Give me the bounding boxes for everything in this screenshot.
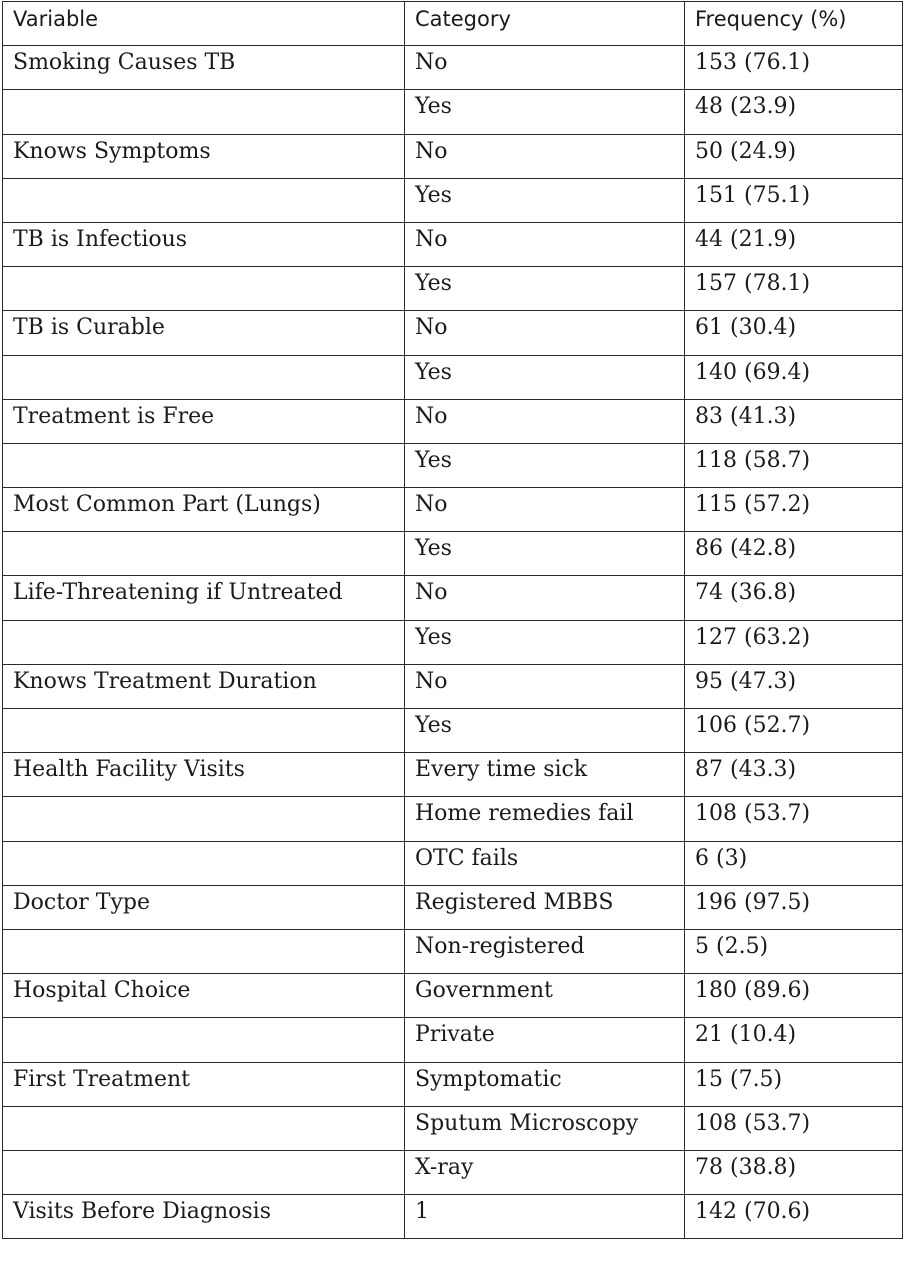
cell-frequency: 151 (75.1) (685, 178, 903, 222)
header-category: Category (405, 2, 685, 46)
cell-category: Yes (405, 443, 685, 487)
cell-variable: Smoking Causes TB (3, 46, 405, 90)
cell-frequency: 196 (97.5) (685, 885, 903, 929)
table-row (3, 178, 903, 222)
cell-category: Yes (405, 90, 685, 134)
cell-frequency: 180 (89.6) (685, 974, 903, 1018)
cell-variable: TB is Curable (3, 311, 405, 355)
cell-category: 1 (405, 1195, 685, 1239)
header-frequency: Frequency (%) (685, 2, 903, 46)
cell-variable (3, 620, 405, 664)
cell-variable (3, 797, 405, 841)
cell-variable (3, 443, 405, 487)
cell-category: Yes (405, 620, 685, 664)
cell-frequency: 86 (42.8) (685, 532, 903, 576)
cell-frequency: 153 (76.1) (685, 46, 903, 90)
cell-frequency: 74 (36.8) (685, 576, 903, 620)
table-row (3, 664, 903, 708)
cell-frequency: 6 (3) (685, 841, 903, 885)
table-row (3, 929, 903, 973)
cell-variable: TB is Infectious (3, 222, 405, 266)
table-row (3, 134, 903, 178)
table-row (3, 753, 903, 797)
cell-category: Yes (405, 178, 685, 222)
cell-variable (3, 90, 405, 134)
cell-category: Yes (405, 267, 685, 311)
table-row (3, 222, 903, 266)
cell-variable (3, 929, 405, 973)
cell-frequency: 87 (43.3) (685, 753, 903, 797)
cell-frequency: 106 (52.7) (685, 709, 903, 753)
cell-category: Yes (405, 709, 685, 753)
cell-variable: Hospital Choice (3, 974, 405, 1018)
cell-category: No (405, 134, 685, 178)
table-row (3, 90, 903, 134)
cell-frequency: 142 (70.6) (685, 1195, 903, 1239)
table-row (3, 267, 903, 311)
cell-frequency: 21 (10.4) (685, 1018, 903, 1062)
cell-variable: First Treatment (3, 1062, 405, 1106)
cell-frequency: 15 (7.5) (685, 1062, 903, 1106)
cell-frequency: 127 (63.2) (685, 620, 903, 664)
cell-variable: Most Common Part (Lungs) (3, 488, 405, 532)
cell-frequency: 78 (38.8) (685, 1150, 903, 1194)
cell-category: Symptomatic (405, 1062, 685, 1106)
cell-variable (3, 1150, 405, 1194)
cell-category: Sputum Microscopy (405, 1106, 685, 1150)
table-row (3, 399, 903, 443)
cell-frequency: 61 (30.4) (685, 311, 903, 355)
cell-frequency: 5 (2.5) (685, 929, 903, 973)
table-row (3, 709, 903, 753)
table-row (3, 355, 903, 399)
cell-variable (3, 1106, 405, 1150)
table-body (3, 46, 903, 1239)
cell-frequency: 83 (41.3) (685, 399, 903, 443)
cell-variable: Visits Before Diagnosis (3, 1195, 405, 1239)
cell-frequency: 140 (69.4) (685, 355, 903, 399)
cell-category: Yes (405, 532, 685, 576)
cell-category: No (405, 576, 685, 620)
table-row (3, 1062, 903, 1106)
table-header (3, 2, 903, 46)
cell-variable (3, 355, 405, 399)
cell-frequency: 118 (58.7) (685, 443, 903, 487)
cell-frequency: 108 (53.7) (685, 1106, 903, 1150)
cell-category: No (405, 311, 685, 355)
table-row (3, 532, 903, 576)
table-row (3, 1018, 903, 1062)
cell-category: OTC fails (405, 841, 685, 885)
cell-frequency: 50 (24.9) (685, 134, 903, 178)
table-row (3, 1106, 903, 1150)
cell-category: Non-registered (405, 929, 685, 973)
cell-category: No (405, 664, 685, 708)
cell-variable (3, 532, 405, 576)
cell-variable (3, 709, 405, 753)
table-row (3, 46, 903, 90)
cell-variable: Treatment is Free (3, 399, 405, 443)
cell-variable: Life-Threatening if Untreated (3, 576, 405, 620)
table-row (3, 1195, 903, 1239)
cell-variable: Knows Symptoms (3, 134, 405, 178)
table-row (3, 620, 903, 664)
cell-variable: Health Facility Visits (3, 753, 405, 797)
table-row (3, 1150, 903, 1194)
cell-category: Registered MBBS (405, 885, 685, 929)
cell-category: X-ray (405, 1150, 685, 1194)
cell-category: No (405, 399, 685, 443)
cell-category: Home remedies fail (405, 797, 685, 841)
table-row (3, 841, 903, 885)
table-row (3, 311, 903, 355)
table-row (3, 488, 903, 532)
cell-category: No (405, 46, 685, 90)
frequency-table (2, 1, 903, 1239)
cell-category: Yes (405, 355, 685, 399)
cell-variable: Knows Treatment Duration (3, 664, 405, 708)
table-row (3, 974, 903, 1018)
cell-frequency: 108 (53.7) (685, 797, 903, 841)
cell-variable (3, 1018, 405, 1062)
table-row (3, 885, 903, 929)
header-variable: Variable (3, 2, 405, 46)
cell-variable (3, 267, 405, 311)
cell-frequency: 95 (47.3) (685, 664, 903, 708)
cell-variable (3, 178, 405, 222)
cell-frequency: 157 (78.1) (685, 267, 903, 311)
cell-variable: Doctor Type (3, 885, 405, 929)
cell-category: Government (405, 974, 685, 1018)
table-row (3, 797, 903, 841)
cell-frequency: 115 (57.2) (685, 488, 903, 532)
cell-variable (3, 841, 405, 885)
table-row (3, 443, 903, 487)
cell-frequency: 48 (23.9) (685, 90, 903, 134)
cell-category: Private (405, 1018, 685, 1062)
cell-category: No (405, 222, 685, 266)
cell-frequency: 44 (21.9) (685, 222, 903, 266)
header-row (3, 2, 903, 46)
cell-category: No (405, 488, 685, 532)
cell-category: Every time sick (405, 753, 685, 797)
table-row (3, 576, 903, 620)
